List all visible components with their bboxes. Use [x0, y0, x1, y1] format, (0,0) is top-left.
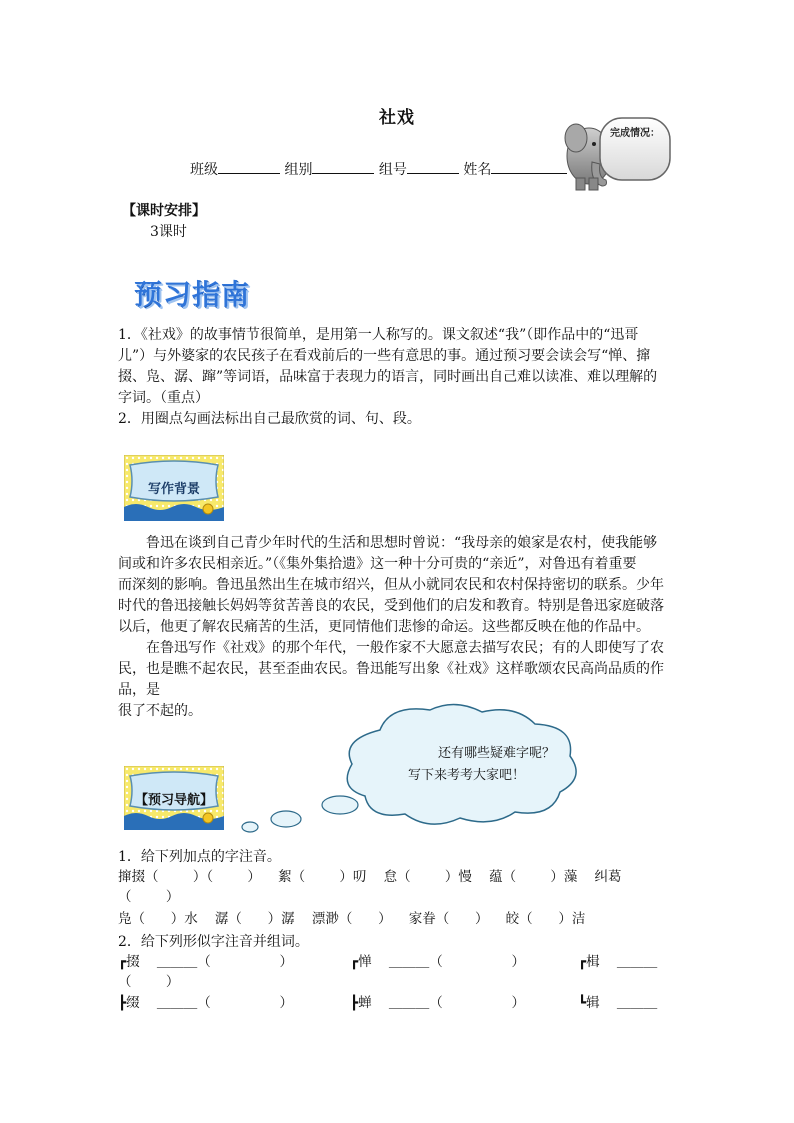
answer-blank[interactable]: ＿＿＿（ ） — [388, 954, 525, 970]
text-line: 掇、凫、潺、蹿”等词语，品味富于表现力的语言，同时画出自己难以读准、难以理解的 — [118, 369, 658, 385]
question-2-row-1-col-3[interactable] — [578, 952, 657, 972]
preview-guide-item-1 — [118, 325, 670, 409]
question-2-row-2-col-2[interactable] — [350, 993, 525, 1013]
thought-cloud — [230, 700, 590, 840]
number-blank[interactable] — [407, 159, 459, 174]
class-blank[interactable] — [218, 159, 280, 174]
answer-blank[interactable]: ＿＿＿（ ） — [156, 954, 293, 970]
student-info-line — [190, 159, 567, 179]
schedule-value: 3课时 — [150, 224, 187, 240]
question-2-row-1-col-2[interactable] — [350, 952, 525, 972]
question-2-row-1-continued[interactable]: （ ） — [118, 974, 180, 990]
group-label: 组别 — [284, 162, 313, 178]
similar-char: ┏惮 — [350, 954, 372, 970]
text-line: 鲁迅在谈到自己青少年时代的生活和思想时曾说：“我母亲的娘家是农村，使我能够 — [146, 535, 658, 551]
elephant-completion-badge — [562, 112, 674, 192]
answer-blank[interactable]: ＿＿＿（ ） — [156, 995, 293, 1011]
question-2-row-2-col-3[interactable] — [578, 993, 657, 1013]
answer-blank[interactable]: ＿＿＿（ ） — [388, 995, 525, 1011]
group-blank[interactable] — [312, 159, 374, 174]
text-line: 品，是 — [118, 682, 160, 698]
preview-nav-badge — [124, 766, 224, 830]
question-1-row-1[interactable]: 撺掇（ ）（ ） 絮（ ）叨 怠（ ）慢 蕴（ ）藻 纠葛 — [118, 869, 622, 885]
background-heading: 写作背景 — [147, 482, 200, 497]
cloud-text-line-2: 写下来考考大家吧！ — [408, 768, 526, 783]
cloud-shape — [347, 704, 576, 824]
class-label: 班级 — [190, 162, 218, 178]
preview-guide-item-2: 2．用圈点勾画法标出自己最欣赏的词、句、段。 — [118, 411, 421, 427]
question-2-row-2-col-1[interactable] — [118, 993, 293, 1013]
background-paragraph-1 — [118, 533, 670, 638]
text-line: 很了不起的。 — [118, 703, 202, 719]
text-line: 而深刻的影响。鲁迅虽然出生在城市绍兴，但从小就同农民和农村保持密切的联系。少年 — [118, 577, 664, 593]
cloud-bubble-small — [242, 822, 258, 832]
name-label: 姓名 — [463, 162, 492, 178]
question-1-row-1-continued[interactable]: （ ） — [118, 889, 180, 905]
similar-char: ┏楫 — [578, 954, 600, 970]
text-line: 以后，他更了解农民痛苦的生活，更同情他们悲惨的命运。这些都反映在他的作品中。 — [118, 619, 650, 635]
question-2-title: 2．给下列形似字注音并组词。 — [118, 934, 309, 950]
cloud-text-line-1: 还有哪些疑难字呢？ — [438, 746, 556, 761]
text-line: 时代的鲁迅接触长妈妈等贫苦善良的农民，受到他们的启发和教育。特别是鲁迅家庭破落 — [118, 598, 664, 614]
page-title: 社戏 — [379, 108, 415, 128]
cloud-bubble-large — [322, 796, 358, 814]
number-label: 组号 — [378, 162, 407, 178]
text-line: 间或和许多农民相亲近。”（《集外集拾遗》这一种十分可贵的“亲近”，对鲁迅有着重要 — [118, 556, 637, 572]
schedule-heading: 【课时安排】 — [122, 203, 206, 219]
question-2-row-1-col-1[interactable] — [118, 952, 293, 972]
preview-nav-heading: 【预习导航】 — [134, 793, 213, 808]
text-line: 在鲁迅写作《社戏》的那个年代，一般作家不大愿意去描写农民；有的人即使写了农 — [146, 640, 664, 656]
answer-blank[interactable]: ＿＿＿ — [616, 954, 658, 970]
text-line: 字词。（重点） — [118, 390, 209, 406]
similar-char: ┣蝉 — [350, 995, 372, 1011]
question-1-row-2[interactable]: 凫（ ）水 潺（ ）潺 漂渺（ ） 家眷（ ） 皎（ ）洁 — [118, 911, 586, 927]
text-line: 民，也是瞧不起农民，甚至歪曲农民。鲁迅能写出象《社戏》这样歌颂农民高尚品质的作 — [118, 661, 664, 677]
preview-guide-heading: 预习指南 — [134, 278, 251, 311]
answer-blank[interactable]: ＿＿＿ — [616, 995, 658, 1011]
name-blank[interactable] — [491, 159, 567, 174]
question-1-title: 1．给下列加点的字注音。 — [118, 849, 281, 865]
text-line: 1．《社戏》的故事情节很简单，是用第一人称写的。课文叙述“我”（即作品中的“迅哥 — [118, 327, 639, 343]
similar-char: ┏掇 — [118, 954, 140, 970]
similar-char: ┗辑 — [578, 995, 600, 1011]
completion-label: 完成情况： — [610, 128, 660, 139]
text-line: 儿”）与外婆家的农民孩子在看戏前后的一些有意思的事。通过预习要会读会写“惮、撺 — [118, 348, 651, 364]
similar-char: ┣缀 — [118, 995, 140, 1011]
cloud-bubble-medium — [271, 811, 301, 827]
background-badge — [124, 455, 224, 521]
